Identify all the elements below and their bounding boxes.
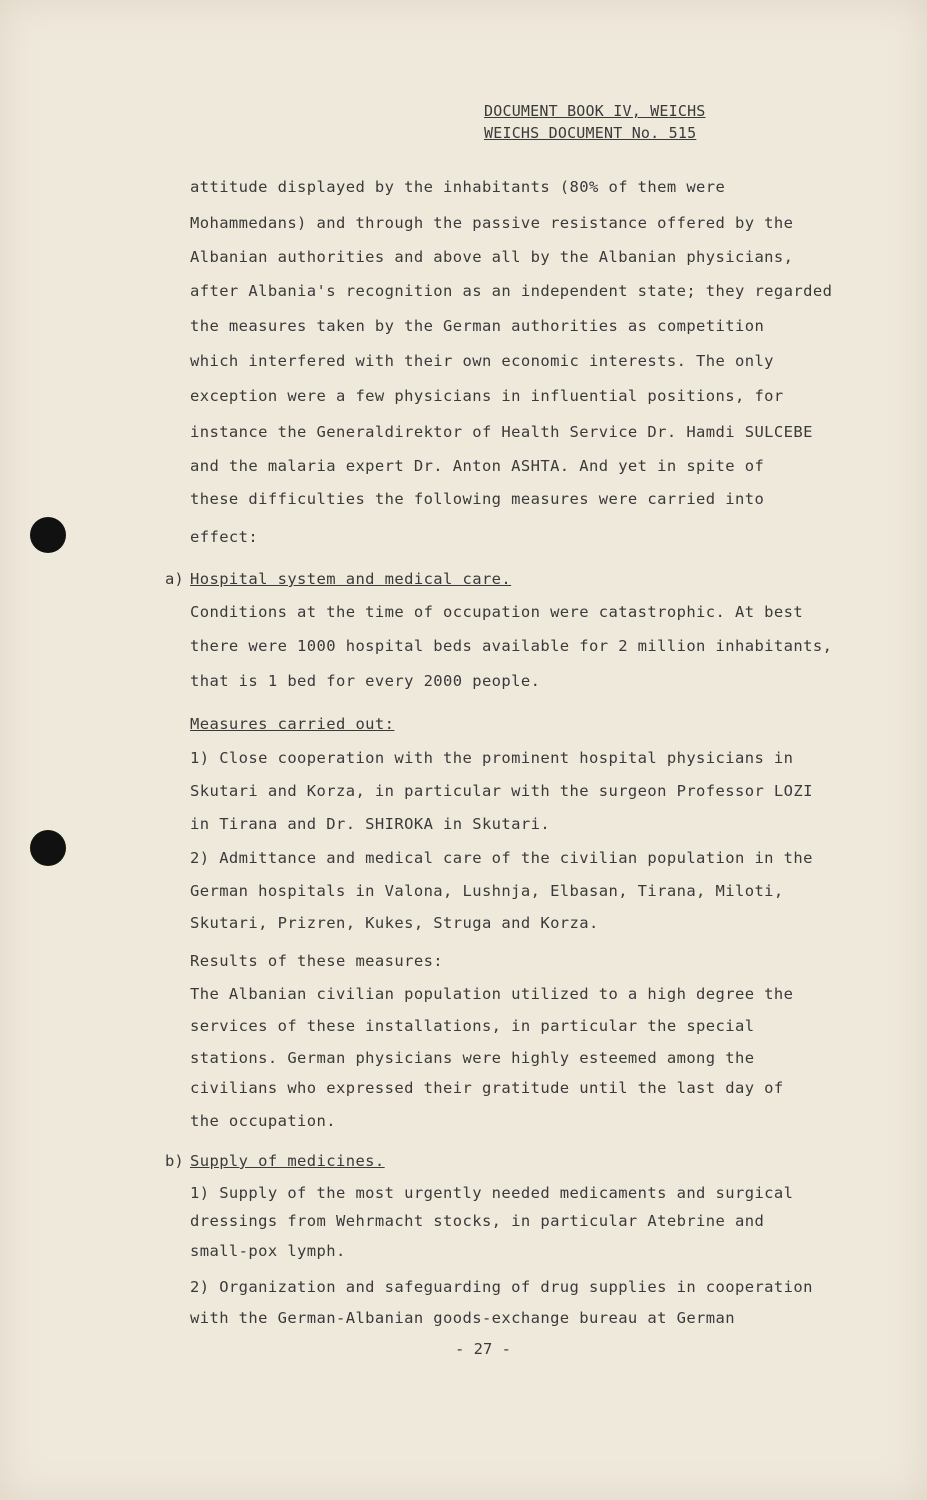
results-line: The Albanian civilian population utilized to a high degree the: [190, 985, 794, 1003]
conditions-line: there were 1000 hospital beds available for 2 million inhabitants,: [190, 637, 833, 655]
page-number: - 27 -: [455, 1340, 511, 1358]
section-b-heading: Supply of medicines.: [190, 1152, 385, 1170]
body-line: these difficulties the following measures were carried into: [190, 490, 765, 508]
results-line: the occupation.: [190, 1112, 336, 1130]
results-heading: Results of these measures:: [190, 952, 444, 970]
body-line: Mohammedans) and through the passive resistance offered by the: [190, 214, 794, 232]
section-a-marker: a): [165, 570, 184, 588]
measures-heading: Measures carried out:: [190, 715, 395, 733]
results-line: stations. German physicians were highly esteemed among the: [190, 1049, 755, 1067]
body-line: and the malaria expert Dr. Anton ASHTA. And yet in spite of: [190, 457, 765, 475]
section-a-heading: Hospital system and medical care.: [190, 570, 512, 588]
supply-1-line: dressings from Wehrmacht stocks, in particular Atebrine and: [190, 1212, 765, 1230]
header-book: DOCUMENT BOOK IV, WEICHS: [484, 102, 706, 120]
body-line: exception were a few physicians in influential positions, for: [190, 387, 784, 405]
supply-1-line: 1) Supply of the most urgently needed medicaments and surgical: [190, 1184, 794, 1202]
document-header: [484, 100, 706, 144]
punch-hole-bottom: [30, 830, 66, 866]
measure-1-line: 1) Close cooperation with the prominent hospital physicians in: [190, 749, 794, 767]
results-line: services of these installations, in particular the special: [190, 1017, 755, 1035]
header-doc-number: WEICHS DOCUMENT No. 515: [484, 124, 697, 142]
body-line: the measures taken by the German authorities as competition: [190, 317, 765, 335]
supply-2-line: with the German-Albanian goods-exchange bureau at German: [190, 1309, 735, 1327]
measure-1-line: Skutari and Korza, in particular with the surgeon Professor LOZI: [190, 782, 813, 800]
results-line: civilians who expressed their gratitude until the last day of: [190, 1079, 784, 1097]
body-line: instance the Generaldirektor of Health Service Dr. Hamdi SULCEBE: [190, 423, 813, 441]
measure-1-line: in Tirana and Dr. SHIROKA in Skutari.: [190, 815, 551, 833]
body-line: Albanian authorities and above all by the Albanian physicians,: [190, 248, 794, 266]
body-line: after Albania's recognition as an independent state; they regarded: [190, 282, 833, 300]
conditions-line: Conditions at the time of occupation were catastrophic. At best: [190, 603, 804, 621]
measure-2-line: 2) Admittance and medical care of the civilian population in the: [190, 849, 813, 867]
measure-2-line: German hospitals in Valona, Lushnja, Elbasan, Tirana, Miloti,: [190, 882, 784, 900]
body-line: which interfered with their own economic interests. The only: [190, 352, 774, 370]
measure-2-line: Skutari, Prizren, Kukes, Struga and Korza.: [190, 914, 599, 932]
punch-hole-top: [30, 517, 66, 553]
section-b-marker: b): [165, 1152, 184, 1170]
supply-1-line: small-pox lymph.: [190, 1242, 346, 1260]
body-line: effect:: [190, 528, 259, 546]
body-line: attitude displayed by the inhabitants (80% of them were: [190, 178, 726, 196]
conditions-line: that is 1 bed for every 2000 people.: [190, 672, 541, 690]
supply-2-line: 2) Organization and safeguarding of drug supplies in cooperation: [190, 1278, 813, 1296]
